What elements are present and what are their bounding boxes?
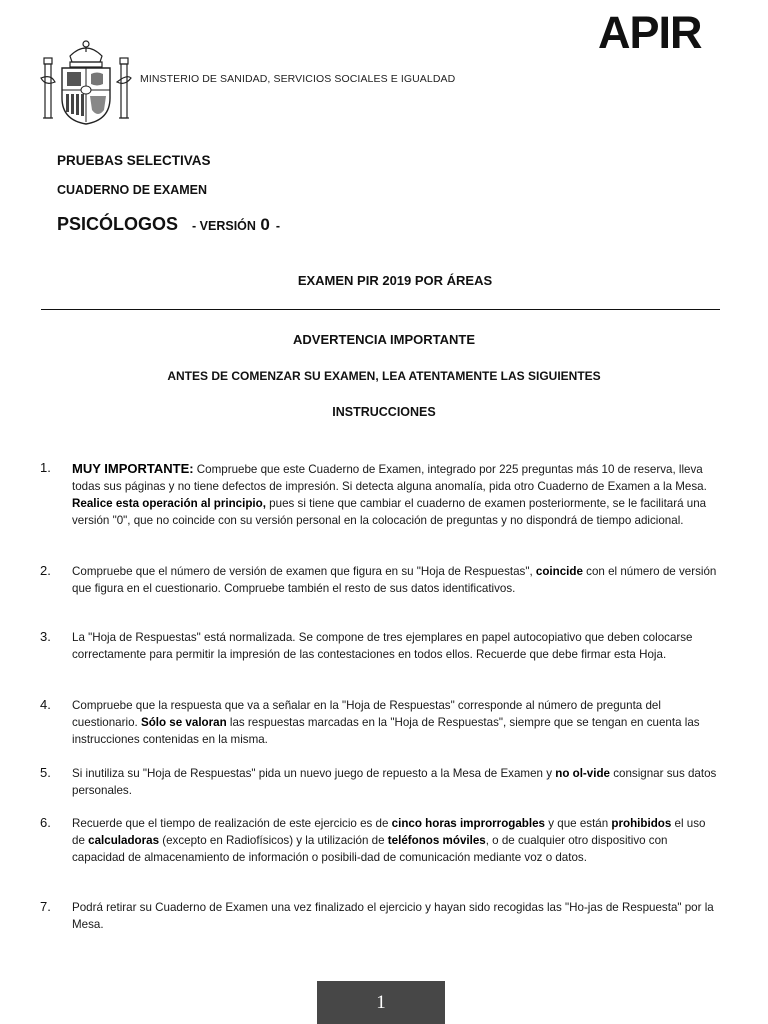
item-text: MUY IMPORTANTE: Compruebe que este Cuaderno de Examen, integrado por 225 preguntas más 10 de reserva, lleva todas sus páginas y no tiene defectos de impresión. Si detecta alguna anomalía, pida otro Cuaderno de Examen a la Mesa. Realice esta operación al principio, pues si tiene que cambiar el cuaderno de examen posteriormente, se le facilitará una versión "0", que no coincide con su versión personal en la colocación de preguntas y no dispondrá de tiempo adicional. xyxy=(72,461,707,527)
warning-heading: ADVERTENCIA IMPORTANTE xyxy=(293,332,475,347)
version-suffix: - xyxy=(275,219,281,233)
exam-subject: PSICÓLOGOS xyxy=(57,214,179,234)
divider xyxy=(41,309,720,310)
item-number: 4. xyxy=(40,697,51,712)
booklet-label: CUADERNO DE EXAMEN xyxy=(57,183,208,197)
title-row xyxy=(57,214,280,235)
tests-label: PRUEBAS SELECTIVAS xyxy=(57,153,211,168)
version-prefix: - VERSIÓN xyxy=(192,219,256,233)
exam-title: EXAMEN PIR 2019 POR ÁREAS xyxy=(297,273,493,288)
warning-subheading: ANTES DE COMENZAR SU EXAMEN, LEA ATENTAMENTE LAS SIGUIENTES xyxy=(167,369,601,383)
item-text: Compruebe que la respuesta que va a señalar en la "Hoja de Respuestas" corresponde al número de pregunta del cuestionario. Sólo se valoran las respuestas marcadas en la "Hoja de Respuestas", siempre que se tengan en cuenta las instrucciones contenidas en la misma. xyxy=(72,699,700,746)
version-number: 0 xyxy=(260,215,270,234)
item-text: Recuerde que el tiempo de realización de este ejercicio es de cinco horas improrrogables y que están prohibidos el uso de calculadoras (excepto en Radiofísicos) y la utilización de teléfonos móviles, o de cualquier otro dispositivo con capacidad de almacenamiento de información o posibili-dad de comunicación mediante voz o datos. xyxy=(72,817,706,864)
item-number: 7. xyxy=(40,899,51,914)
page-number: 1 xyxy=(317,981,445,1024)
item-text: Si inutiliza su "Hoja de Respuestas" pida un nuevo juego de repuesto a la Mesa de Examen y no ol-vide consignar sus datos personales. xyxy=(72,767,717,797)
item-text: La "Hoja de Respuestas" está normalizada. Se compone de tres ejemplares en papel autocopiativo que deben colocarse correctamente para permitir la impresión de las contestaciones en todos ellos. Recuerde que debe firmar esta Hoja. xyxy=(72,631,693,661)
item-number: 5. xyxy=(40,765,51,780)
instructions-heading: INSTRUCCIONES xyxy=(332,405,436,419)
item-number: 2. xyxy=(40,563,51,578)
item-text: Compruebe que el número de versión de examen que figura en su "Hoja de Respuestas", coincide con el número de versión que figura en el cuestionario. Compruebe también el resto de sus datos identificativos. xyxy=(72,565,717,595)
item-number: 6. xyxy=(40,815,51,830)
item-number: 1. xyxy=(40,460,51,475)
brand-logo: APIR xyxy=(598,7,702,58)
item-text: Podrá retirar su Cuaderno de Examen una vez finalizado el ejercicio y hayan sido recogidas las "Ho-jas de Respuesta" por la Mesa. xyxy=(72,901,714,931)
item-number: 3. xyxy=(40,629,51,644)
ministry-name: MINSTERIO DE SANIDAD, SERVICIOS SOCIALES E IGUALDAD xyxy=(140,73,456,85)
coat-of-arms-icon xyxy=(40,38,132,126)
